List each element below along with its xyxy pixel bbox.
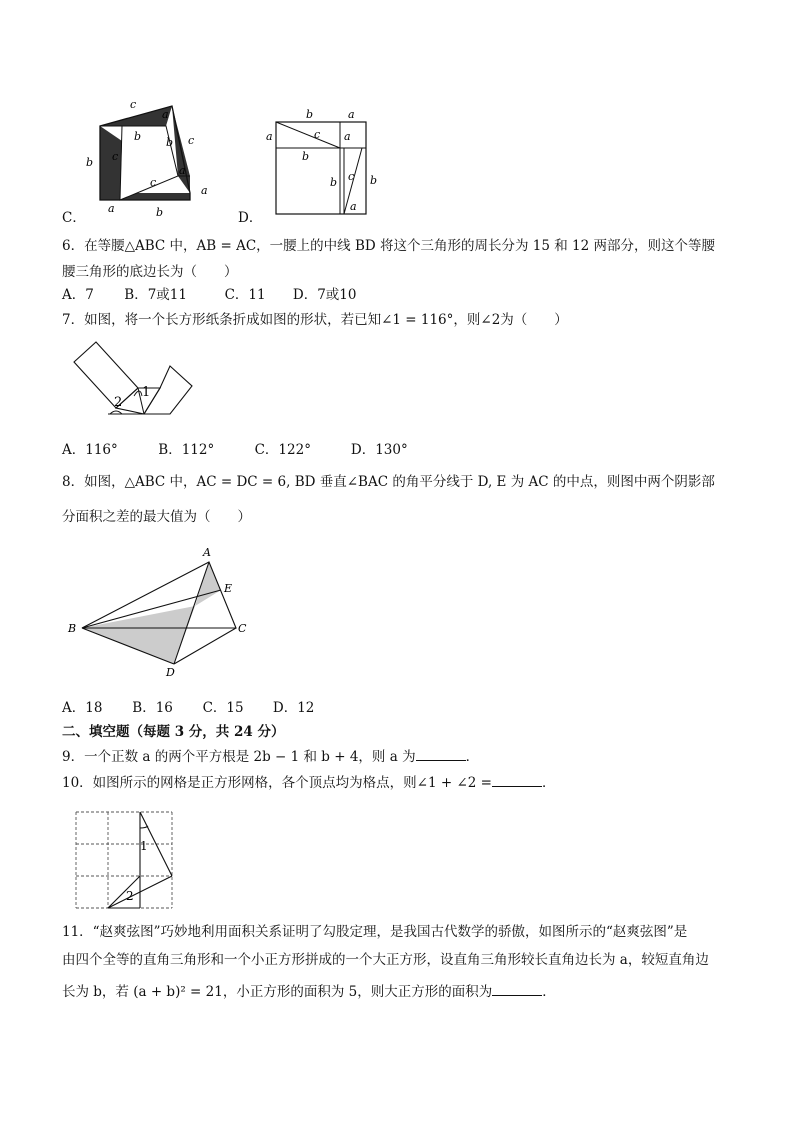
q6-line2: 腰三角形的底边长为（ ） — [62, 264, 238, 280]
fig-d-label-a-bottom: a — [350, 200, 357, 213]
fig-c-label-b-bottom: b — [156, 206, 164, 219]
fig-d-label-a-left: a — [266, 130, 273, 143]
q8-option-b[interactable]: B．16 — [132, 700, 173, 716]
q6-line1: 6．在等腰△ABC 中，AB = AC，一腰上的中线 BD 将这个三角形的周长分为 15 和 12 两部分，则这个等腰 — [62, 238, 716, 254]
q8-option-c[interactable]: C．15 — [202, 700, 244, 716]
q7-options — [62, 440, 408, 460]
fig-d-label-b-mid: b — [302, 150, 310, 163]
q6-option-c[interactable]: C．11 — [224, 287, 266, 303]
q8-point-c: C — [238, 622, 247, 635]
q8-point-d: D — [166, 666, 175, 676]
q7-figure — [70, 338, 194, 420]
q11-line1: 11．“赵爽弦图”巧妙地利用面积关系证明了勾股定理，是我国古代数学的骄傲，如图所示的“赵爽弦图”是 — [62, 924, 688, 940]
q9-answer-blank[interactable] — [416, 748, 466, 761]
fig-d-label-b-top: b — [306, 108, 314, 121]
q7-line1: 7．如图，将一个长方形纸条折成如图的形状，若已知∠1 = 116°，则∠2为（ ） — [62, 312, 568, 328]
q8-point-b: B — [68, 622, 77, 635]
fig-c-label-c-left: c — [112, 150, 119, 163]
q8-line2: 分面积之差的最大值为（ ） — [62, 509, 251, 525]
q6-options — [62, 285, 356, 305]
fig-d-label-b-right: b — [370, 174, 378, 187]
q7-option-c[interactable]: C．122° — [254, 442, 311, 458]
q7-option-b[interactable]: B．112° — [158, 442, 215, 458]
fig-c-label-b-inner: b — [134, 130, 142, 143]
q8-figure — [64, 540, 254, 676]
option-d-label[interactable]: D． — [238, 210, 263, 226]
fig-c-label-c-top: c — [130, 98, 137, 111]
option-c-label[interactable]: C． — [62, 210, 86, 226]
q10-answer-blank[interactable] — [492, 774, 542, 787]
fig-d-label-c-inner: c — [348, 170, 355, 183]
fig-c-label-b-left: b — [86, 156, 94, 169]
fig-d-label-a-inner: a — [344, 130, 351, 143]
fig-c-label-a-bottom: a — [108, 202, 115, 215]
q10-text: 10．如图所示的网格是正方形网格，各个顶点均为格点，则∠1 + ∠2 = — [62, 775, 492, 791]
figure-option-c — [62, 96, 222, 226]
fig-d-label-b-inner: b — [330, 176, 338, 189]
q8-line1: 8．如图，△ABC 中，AC = DC = 6, BD 垂直∠BAC 的角平分线于 D, E 为 AC 的中点，则图中两个阴影部 — [62, 474, 715, 490]
fig-c-label-b-right: b — [166, 136, 174, 149]
q11-answer-blank[interactable] — [492, 983, 542, 996]
fig-c-label-a-top: a — [162, 108, 169, 121]
q7-option-a[interactable]: A．116° — [62, 442, 118, 458]
q10-grid-figure — [72, 808, 178, 912]
fig-c-label-a-right: a — [201, 184, 208, 197]
q8-point-e: E — [224, 582, 233, 595]
q10-angle2-label: 2 — [126, 889, 134, 903]
fig-d-label-c-top: c — [314, 128, 321, 141]
q6-option-b[interactable]: B．7或11 — [124, 287, 187, 303]
q7-angle1-label: 1 — [142, 385, 151, 400]
q8-option-a[interactable]: A．18 — [62, 700, 103, 716]
q6-option-a[interactable]: A．7 — [62, 287, 94, 303]
fig-c-label-a-inner: a — [179, 164, 186, 177]
q7-option-d[interactable]: D．130° — [350, 442, 408, 458]
section-2-heading: 二、填空题（每题 3 分，共 24 分） — [62, 724, 285, 740]
fig-c-label-c-right: c — [188, 134, 195, 147]
fig-c-label-c-bottom: c — [150, 176, 157, 189]
q10-angle1-label: 1 — [140, 839, 148, 853]
q11-line2: 由四个全等的直角三角形和一个小正方形拼成的一个大正方形，设直角三角形较长直角边长为 a，较短直角边 — [62, 952, 709, 968]
q9-end: ． — [465, 749, 480, 765]
figure-option-d — [262, 104, 392, 220]
q11-line3 — [62, 982, 556, 1002]
q8-point-a: A — [203, 546, 211, 559]
q11-end: ． — [542, 984, 556, 1000]
q11-text: 长为 b，若 (a + b)² = 21，小正方形的面积为 5，则大正方形的面积为 — [62, 984, 493, 1000]
q8-option-d[interactable]: D．12 — [272, 700, 315, 716]
q7-angle2-label: 2 — [114, 395, 123, 410]
q8-options — [62, 698, 314, 718]
fig-d-label-a-top: a — [348, 108, 355, 121]
q9-text: 9．一个正数 a 的两个平方根是 2b − 1 和 b + 4，则 a 为 — [62, 749, 416, 765]
q6-option-d[interactable]: D．7或10 — [292, 287, 357, 303]
q10-line — [62, 773, 555, 793]
q9-line — [62, 747, 479, 767]
q10-end: ． — [541, 775, 556, 791]
